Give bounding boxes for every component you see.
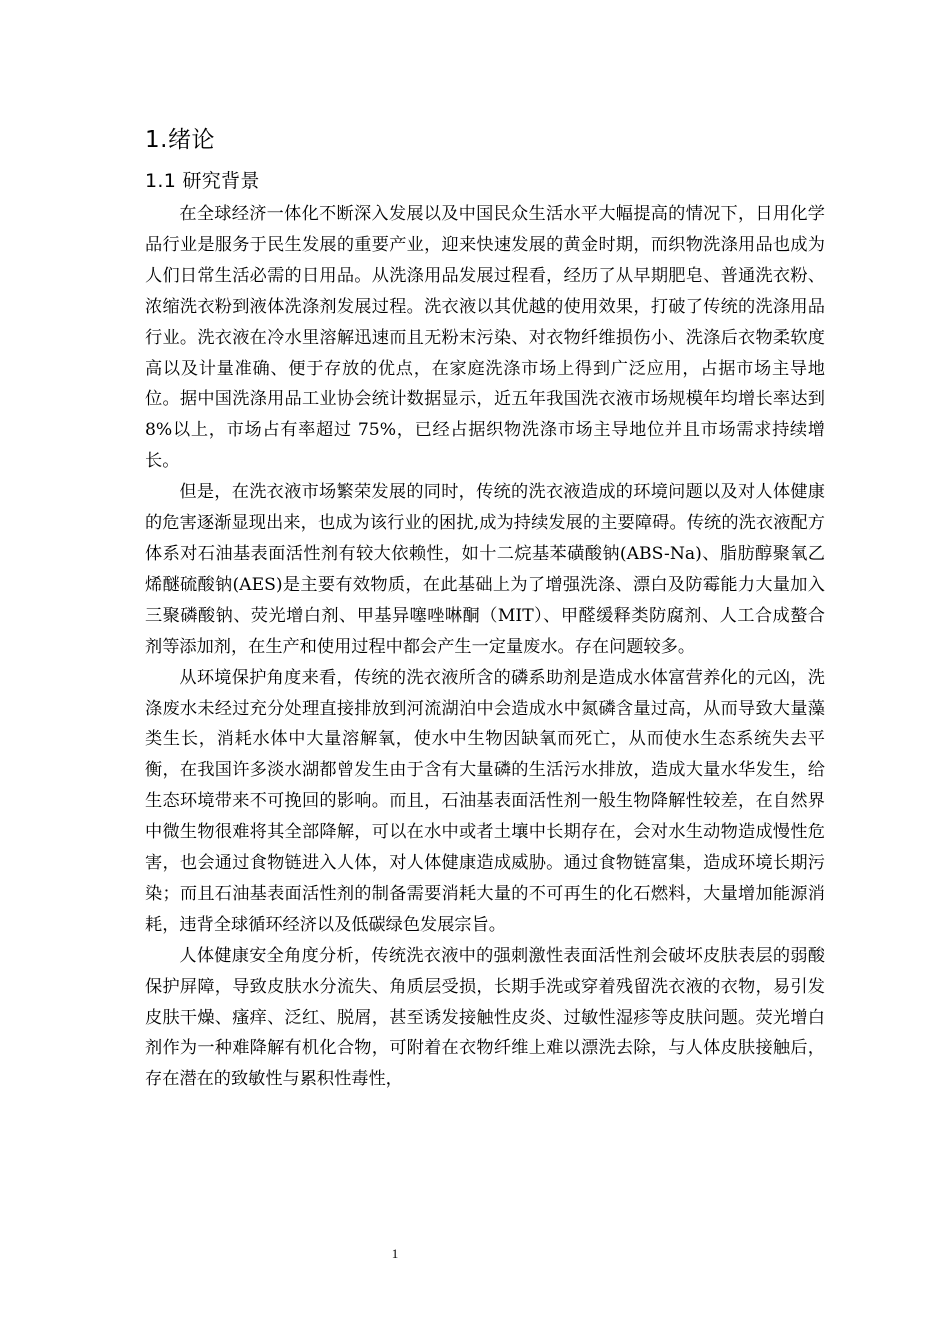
paragraph-traditional-formula-problems: 但是，在洗衣液市场繁荣发展的同时，传统的洗衣液造成的环境问题以及对人体健康的危害逐渐显现出来，也成为该行业的困扰,成为持续发展的主要障碍。传统的洗衣液配方体系对石油基表面活性剂有较大依赖性，如十二烷基苯磺酸钠(ABS-Na)、脂肪醇聚氧乙烯醚硫酸钠(AES)是主要有效物质，在此基础上为了增强洗涤、漂白及防霉能力大量加入三聚磷酸钠、荧光增白剂、甲基异噻唑啉酮（MIT）、甲醛缓释类防腐剂、人工合成螯合剂等添加剂，在生产和使用过程中都会产生一定量废水。存在问题较多。 (145, 482, 825, 657)
paragraph-environmental-impact: 从环境保护角度来看，传统的洗衣液所含的磷系助剂是造成水体富营养化的元凶，洗涤废水未经过充分处理直接排放到河流湖泊中会造成水中氮磷含量过高，从而导致大量藻类生长，消耗水体中大量溶解氧，使水中生物因缺氧而死亡，从而使水生态系统失去平衡，在我国许多淡水湖都曾发生由于含有大量磷的生活污水排放，造成大量水华发生，给生态环境带来不可挽回的影响。而且，石油基表面活性剂一般生物降解性较差，在自然界中微生物很难将其全部降解，可以在水中或者土壤中长期存在，会对水生动物造成慢性危害，也会通过食物链进入人体，对人体健康造成威胁。通过食物链富集，造成环境长期污染；而且石油基表面活性剂的制备需要消耗大量的不可再生的化石燃料，大量增加能源消耗，违背全球循环经济以及低碳绿色发展宗旨。 (145, 667, 825, 935)
body-text (145, 199, 825, 1095)
paragraph-market-background: 在全球经济一体化不断深入发展以及中国民众生活水平大幅提高的情况下，日用化学品行业是服务于民生发展的重要产业，迎来快速发展的黄金时期，而织物洗涤用品也成为人们日常生活必需的日用品。从洗涤用品发展过程看，经历了从早期肥皂、普通洗衣粉、浓缩洗衣粉到液体洗涤剂发展过程。洗衣液以其优越的使用效果，打破了传统的洗涤用品行业。洗衣液在冷水里溶解迅速而且无粉末污染、对衣物纤维损伤小、洗涤后衣物柔软度高以及计量准确、便于存放的优点，在家庭洗涤市场上得到广泛应用，占据市场主导地位。据中国洗涤用品工业协会统计数据显示，近五年我国洗衣液市场规模年均增长率达到 8%以上，市场占有率超过 75%，已经占据织物洗涤市场主导地位并且市场需求持续增长。 (145, 204, 825, 472)
paragraph-health-impact: 人体健康安全角度分析，传统洗衣液中的强刺激性表面活性剂会破坏皮肤表层的弱酸保护屏障，导致皮肤水分流失、角质层受损，长期手洗或穿着残留洗衣液的衣物，易引发皮肤干燥、瘙痒、泛红、脱屑，甚至诱发接触性皮炎、过敏性湿疹等皮肤问题。荧光增白剂作为一种难降解有机化合物，可附着在衣物纤维上难以漂洗去除，与人体皮肤接触后，存在潜在的致敏性与累积性毒性， (145, 945, 825, 1090)
section-heading: 1.1 研究背景 (145, 170, 260, 192)
chapter-heading: 1.绪论 (145, 127, 215, 153)
page-number: 1 (391, 1246, 399, 1261)
